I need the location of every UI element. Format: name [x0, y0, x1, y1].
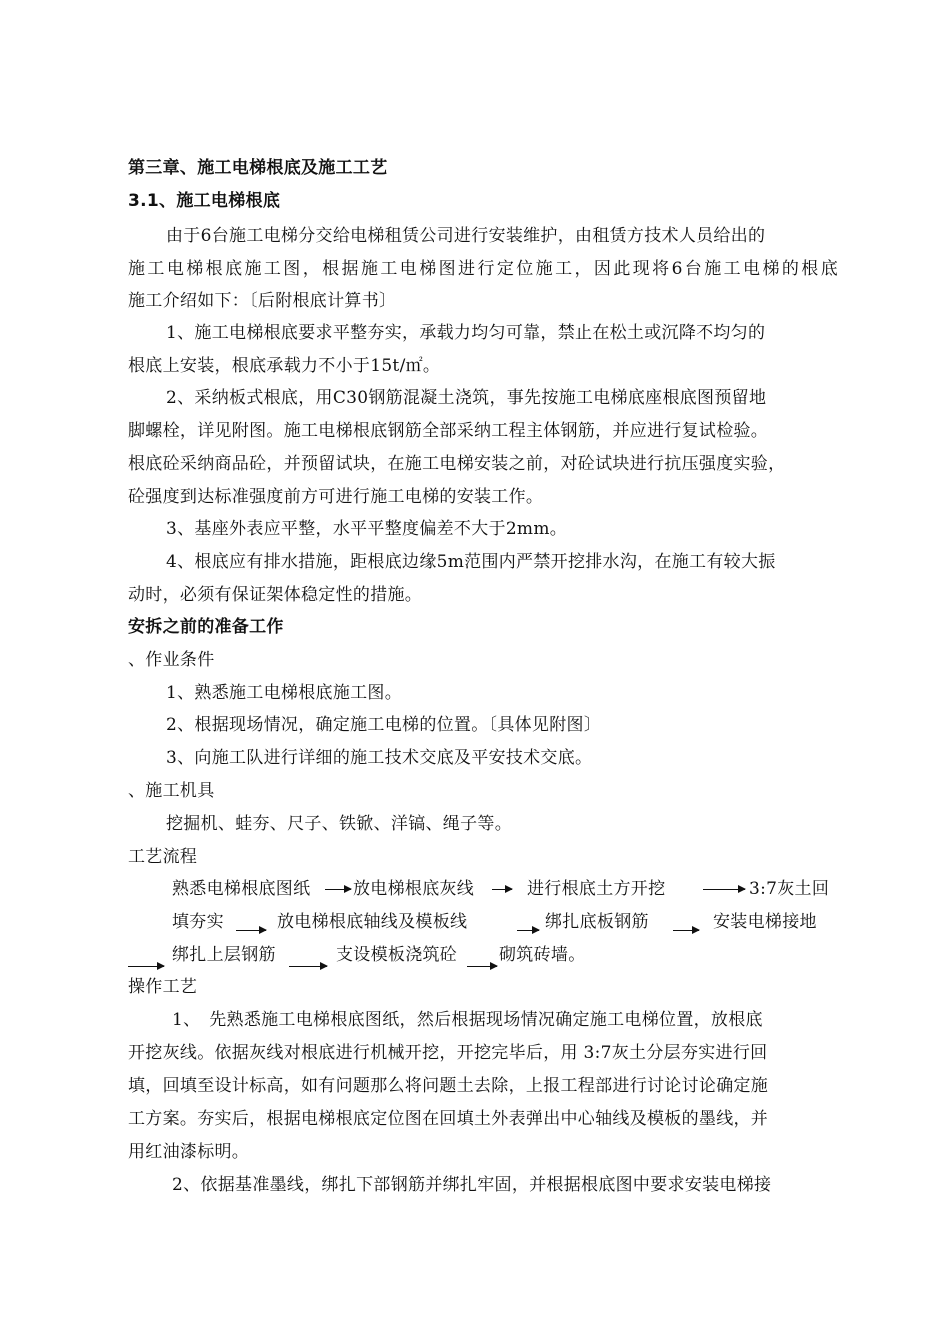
intro-line-2: 施工电梯根底施工图，根据施工电梯图进行定位施工，因此现将6台施工电梯的根底: [128, 259, 838, 279]
intro-line-3: 施工介绍如下：〔后附根底计算书〕: [128, 291, 397, 311]
req1-line-1: 1、施工电梯根底要求平整夯实，承载力均匀可靠，禁止在松土或沉降不均匀的: [166, 323, 766, 343]
req2-line-1: 2、采纳板式根底，用C30钢筋混凝土浇筑，事先按施工电梯底座根底图预留地: [166, 388, 767, 408]
ops-title: 操作工艺: [128, 977, 198, 997]
flow-title: 工艺流程: [128, 847, 198, 867]
tools-list: 挖掘机、蛙夯、尺子、铁锨、洋镐、绳子等。: [166, 814, 512, 834]
section-title: 3.1、施工电梯根底: [128, 191, 281, 211]
flow-arrow-7: [128, 966, 164, 967]
condition-item-3: 3、向施工队进行详细的施工技术交底及平安技术交底。: [166, 748, 593, 768]
condition-item-1: 1、熟悉施工电梯根底施工图。: [166, 683, 403, 703]
req2-line-4: 砼强度到达标准强度前方可进行施工电梯的安装工作。: [128, 487, 544, 507]
ops1-line-5: 用红油漆标明。: [128, 1142, 250, 1162]
conditions-title: 、作业条件: [128, 650, 215, 670]
req1-line-2: 根底上安装，根底承载力不小于15t/㎡。: [128, 356, 441, 376]
prep-title: 安拆之前的准备工作: [128, 617, 284, 637]
flow-arrow-4: [236, 930, 266, 931]
req2-line-2: 脚螺栓，详见附图。施工电梯根底钢筋全部采纳工程主体钢筋，并应进行复试检验。: [128, 421, 769, 441]
req3-line: 3、基座外表应平整，水平平整度偏差不大于2mm。: [166, 519, 568, 539]
chapter-title: 第三章、施工电梯根底及施工工艺: [128, 158, 388, 178]
condition-item-2: 2、根据现场情况，确定施工电梯的位置。〔具体见附图〕: [166, 715, 602, 735]
flow-step-7: 绑扎底板钢筋: [545, 912, 649, 932]
req4-line-2: 动时，必须有保证架体稳定性的措施。: [128, 585, 423, 605]
flow-step-9: 绑扎上层钢筋: [172, 945, 276, 965]
tools-title: 、施工机具: [128, 781, 215, 801]
flow-arrow-8: [289, 966, 327, 967]
flow-arrow-1: [325, 889, 351, 890]
ops1-line-1: 1、 先熟悉施工电梯根底图纸，然后根据现场情况确定施工电梯位置，放根底: [172, 1010, 763, 1030]
flow-step-11: 砌筑砖墙。: [499, 945, 586, 965]
ops1-line-4: 工方案。夯实后，根据电梯根底定位图在回填土外表弹出中心轴线及模板的墨线，并: [128, 1109, 769, 1129]
ops2-line-1: 2、依据基准墨线，绑扎下部钢筋并绑扎牢固，并根据根底图中要求安装电梯接: [172, 1175, 772, 1195]
flow-step-3: 进行根底土方开挖: [527, 879, 666, 899]
flow-step-8: 安装电梯接地: [713, 912, 817, 932]
flow-step-6: 放电梯根底轴线及模板线: [277, 912, 468, 932]
req4-line-1: 4、根底应有排水措施，距根底边缘5m范围内严禁开挖排水沟，在施工有较大振: [166, 552, 776, 572]
flow-step-10: 支设模板浇筑砼: [336, 945, 458, 965]
flow-arrow-3: [703, 889, 745, 890]
req2-line-3: 根底砼采纳商品砼，并预留试块，在施工电梯安装之前，对砼试块进行抗压强度实验，: [128, 454, 786, 474]
flow-step-4: 3:7灰土回: [749, 879, 830, 899]
flow-step-5: 填夯实: [172, 912, 224, 932]
flow-step-1: 熟悉电梯根底图纸: [172, 879, 311, 899]
intro-line-1: 由于6台施工电梯分交给电梯租赁公司进行安装维护，由租赁方技术人员给出的: [166, 226, 766, 246]
ops1-line-3: 填，回填至设计标高，如有问题那么将问题土去除，上报工程部进行讨论讨论确定施: [128, 1076, 769, 1096]
flow-arrow-6: [673, 930, 699, 931]
flow-arrow-2: [492, 889, 512, 890]
ops1-line-2: 开挖灰线。依据灰线对根底进行机械开挖，开挖完毕后，用 3:7灰土分层夯实进行回: [128, 1043, 768, 1063]
flow-arrow-9: [467, 966, 497, 967]
flow-arrow-5: [517, 930, 539, 931]
flow-step-2: 放电梯根底灰线: [353, 879, 475, 899]
